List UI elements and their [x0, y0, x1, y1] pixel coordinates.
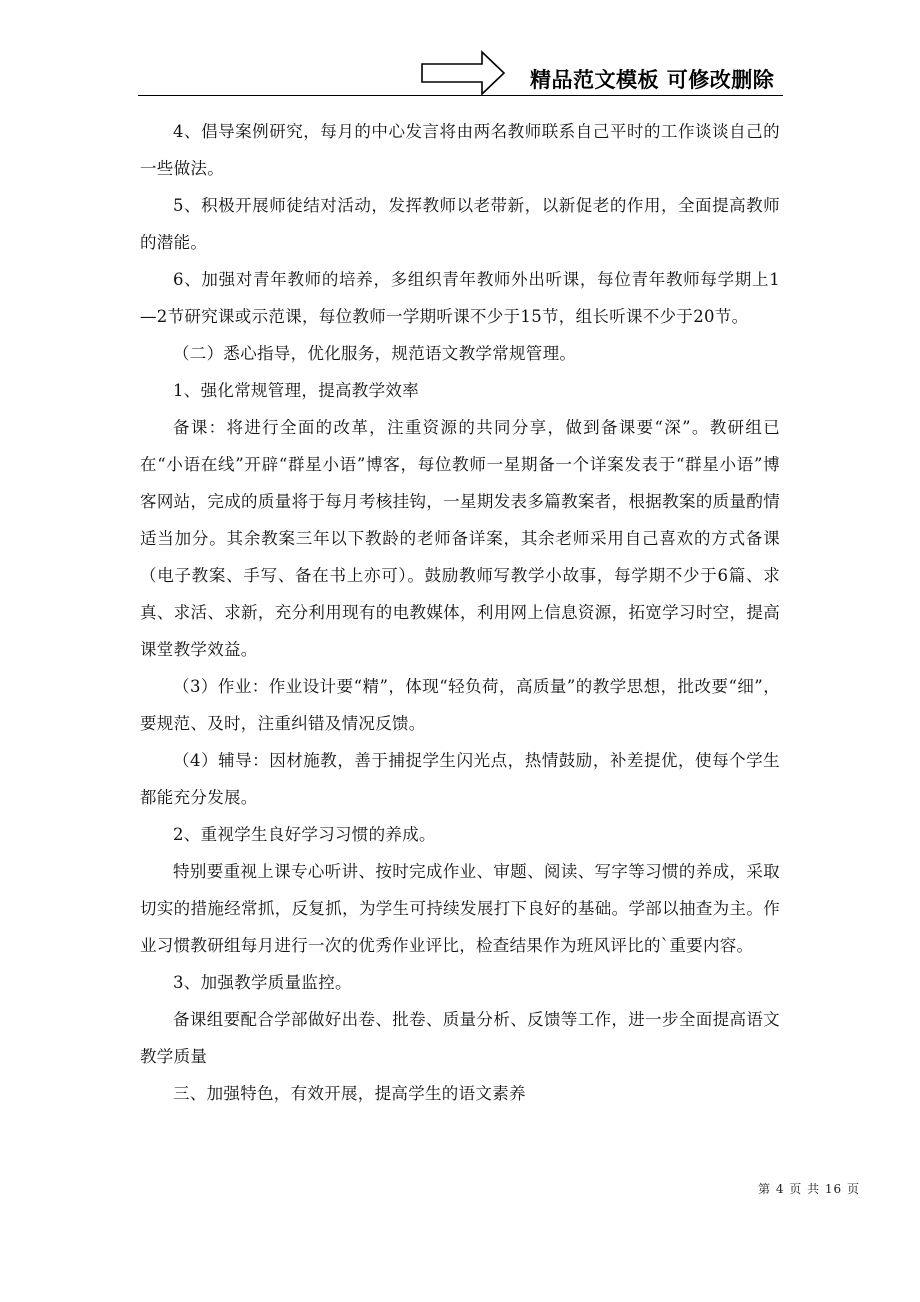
paragraph: （4）辅导：因材施教，善于捕捉学生闪光点，热情鼓励，补差提优，使每个学生都能充分发展。: [140, 751, 780, 807]
header-title: 精品范文模板 可修改删除: [530, 68, 775, 92]
section-heading: （二）悉心指导，优化服务，规范语文教学常规管理。: [173, 344, 577, 363]
paragraph: 4、倡导案例研究，每月的中心发言将由两名教师联系自己平时的工作谈谈自己的一些做法。: [140, 122, 780, 178]
paragraph: 备课：将进行全面的改革，注重资源的共同分享，做到备课要“深”。教研组已在“小语在线”开辟“群星小语”博客，每位教师一星期备一个详案发表于“群星小语”博客网站，完成的质量将于每月考核挂钩，一星期发表多篇教案者，根据教案的质量酌情适当加分。其余教案三年以下教龄的老师备详案，其余老师采用自己喜欢的方式备课（电子教案、手写、备在书上亦可）。鼓励教师写教学小故事，每学期不少于6篇、求真、求活、求新，充分利用现有的电教媒体，利用网上信息资源，拓宽学习时空，提高课堂教学效益。: [140, 418, 780, 659]
page-number: 第 4 页 共 16 页: [758, 1182, 860, 1196]
paragraph: 6、加强对青年教师的培养，多组织青年教师外出听课，每位青年教师每学期上1—2节研究课或示范课，每位教师一学期听课不少于15节，组长听课不少于20节。: [140, 270, 780, 326]
arrow-right-icon: [420, 50, 506, 96]
document-body: [140, 113, 780, 1112]
paragraph: 5、积极开展师徒结对活动，发挥教师以老带新，以新促老的作用，全面提高教师的潜能。: [140, 196, 780, 252]
section-heading: 三、加强特色，有效开展，提高学生的语文素养: [173, 1084, 526, 1103]
paragraph: （3）作业：作业设计要“精”，体现“轻负荷，高质量”的教学思想，批改要“细”，要规范、及时，注重纠错及情况反馈。: [140, 677, 780, 733]
subsection-heading: 3、加强教学质量监控。: [173, 973, 352, 992]
header-divider: [138, 95, 783, 96]
paragraph: 备课组要配合学部做好出卷、批卷、质量分析、反馈等工作，进一步全面提高语文教学质量: [140, 1010, 780, 1066]
subsection-heading: 1、强化常规管理，提高教学效率: [173, 381, 419, 400]
paragraph: 特别要重视上课专心听讲、按时完成作业、审题、阅读、写字等习惯的养成，采取切实的措施经常抓，反复抓，为学生可持续发展打下良好的基础。学部以抽查为主。作业习惯教研组每月进行一次的优秀作业评比，检查结果作为班风评比的`重要内容。: [140, 862, 780, 955]
subsection-heading: 2、重视学生良好学习习惯的养成。: [173, 825, 436, 844]
